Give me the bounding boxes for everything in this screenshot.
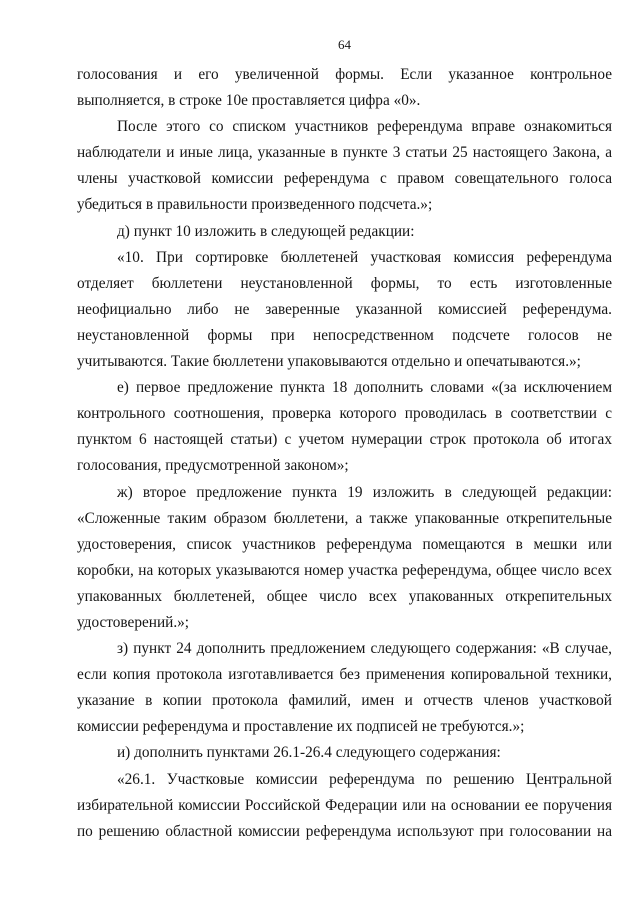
text-line: упакованных бюллетеней, общее число всех упакованных открепительных [77, 587, 612, 605]
text-line: избирательной комиссии Российской Федерации или на основании ее поручения [77, 796, 612, 814]
text-line: указание в копии протокола фамилий, имен и отчеств членов участковой [77, 692, 612, 710]
document-body [77, 62, 612, 845]
paragraph-item-d [77, 219, 612, 245]
text-line: удостоверений.»; [77, 613, 190, 631]
paragraph-item-z [77, 636, 612, 740]
text-line: неустановленной формы при непосредственном подсчете голосов не [77, 326, 612, 344]
text-line: контрольного соотношения, проверка которого проводилась в соответствии с [77, 405, 612, 423]
text-line: удостоверения, список участников референдума помещаются в мешки или [77, 535, 612, 553]
text-line: учитываются. Такие бюллетени упаковываются отдельно и опечатываются.»; [77, 353, 581, 371]
text-line: голосования, предусмотренной законом»; [77, 457, 349, 475]
text-line: ж) второе предложение пункта 19 изложить в следующей редакции: [117, 483, 612, 501]
text-line: наблюдатели и иные лица, указанные в пункте 3 статьи 25 настоящего Закона, а [77, 144, 612, 162]
text-line: «26.1. Участковые комиссии референдума по решению Центральной [117, 770, 612, 788]
text-line: убедиться в правильности произведенного подсчета.»; [77, 196, 433, 214]
text-line: члены участковой комиссии референдума с правом совещательного голоса [77, 170, 612, 188]
text-line: если копия протокола изготавливается без применения копировальной техники, [77, 666, 612, 684]
text-line: и) дополнить пунктами 26.1-26.4 следующего содержания: [117, 744, 501, 762]
paragraph-item-zh [77, 480, 612, 637]
text-line: пунктом 6 настоящей статьи) с учетом нумерации строк протокола об итогах [77, 431, 612, 449]
page-number: 64 [338, 37, 351, 52]
paragraph-continuation [77, 62, 612, 114]
paragraph-item-i [77, 740, 612, 766]
text-line: После этого со списком участников референдума вправе ознакомиться [117, 118, 612, 136]
text-line: д) пункт 10 изложить в следующей редакции: [117, 222, 415, 240]
text-line: по решению областной комиссии референдума используют при голосовании на [77, 822, 612, 840]
paragraph-point-26-1 [77, 767, 612, 845]
text-line: неофициально либо не заверенные указанной комиссией референдума. [77, 300, 612, 318]
text-line: «10. При сортировке бюллетеней участковая комиссия референдума [117, 248, 612, 266]
paragraph-point-10 [77, 245, 612, 375]
text-line: коробки, на которых указываются номер участка референдума, общее число всех [77, 561, 612, 579]
text-line: выполняется, в строке 10е проставляется цифра «0». [77, 92, 421, 110]
paragraph-item-e [77, 375, 612, 479]
text-line: е) первое предложение пункта 18 дополнить словами «(за исключением [117, 379, 612, 397]
text-line: отделяет бюллетени неустановленной формы, то есть изготовленные [77, 274, 612, 292]
text-line: комиссии референдума и проставление их подписей не требуются.»; [77, 718, 525, 736]
paragraph-observers [77, 114, 612, 218]
text-line: «Сложенные таким образом бюллетени, а также упакованные открепительные [77, 509, 612, 527]
text-line: голосования и его увеличенной формы. Если указанное контрольное [77, 66, 612, 83]
text-line: з) пункт 24 дополнить предложением следующего содержания: «В случае, [117, 640, 612, 658]
